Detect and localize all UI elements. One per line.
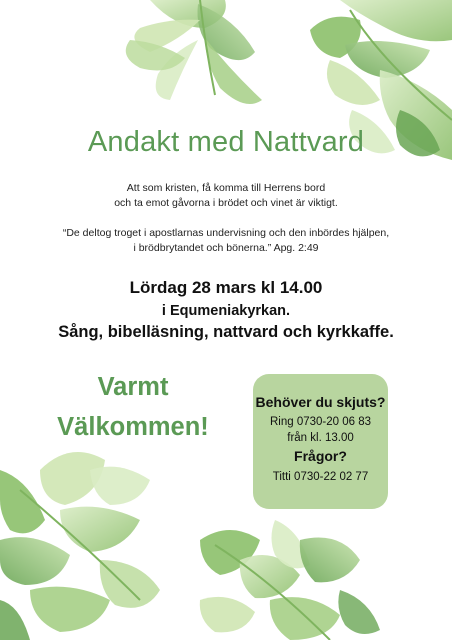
- quote-line: “De deltog troget i apostlarnas undervisning och den inbördes hjälpen,: [62, 227, 390, 239]
- questions-heading: Frågor?: [294, 448, 347, 464]
- leaves-bottom-left: [0, 452, 160, 640]
- ride-time: från kl. 13.00: [287, 432, 354, 444]
- contact-info-box: [253, 374, 388, 509]
- ride-phone: Ring 0730-20 06 83: [269, 416, 372, 428]
- quote-line: i brödbrytandet och bönerna.” Apg. 2:49: [133, 242, 319, 254]
- leaves-top-center: [126, 0, 262, 104]
- event-program: Sång, bibelläsning, nattvard och kyrkkaffe.: [58, 323, 394, 341]
- welcome-line: Varmt: [97, 373, 169, 401]
- questions-contact: Titti 0730-22 02 77: [272, 471, 369, 483]
- intro-text: [0, 181, 452, 211]
- ride-heading: Behöver du skjuts?: [255, 394, 386, 410]
- welcome-message: [28, 367, 238, 447]
- leaves-bottom-right: [200, 520, 380, 640]
- event-date-time: Lördag 28 mars kl 14.00: [129, 278, 323, 297]
- event-location: i Equmeniakyrkan.: [161, 303, 291, 319]
- welcome-line: Välkommen!: [57, 413, 209, 441]
- bible-quote: [0, 226, 452, 256]
- intro-line: Att som kristen, få komma till Herrens bord: [126, 182, 326, 194]
- page-title: Andakt med Nattvard: [87, 126, 365, 158]
- intro-line: och ta emot gåvorna i brödet och vinet är viktigt.: [114, 197, 338, 209]
